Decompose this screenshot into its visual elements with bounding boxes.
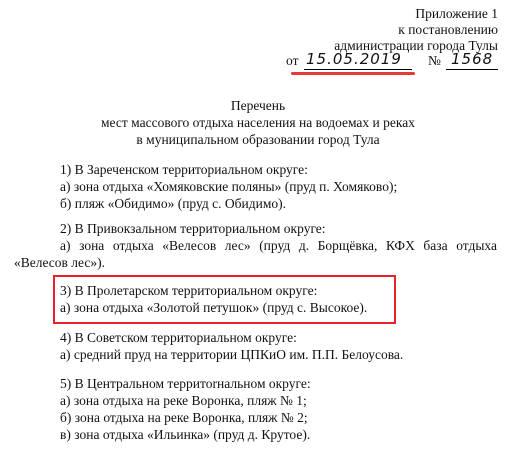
appendix-line-3: администрации города Тулы [334, 38, 498, 53]
section-2-heading: 2) В Привокзальном территориальном округе: [60, 221, 326, 236]
section-5-item-a: а) зона отдыха на реке Воронка, пляж № 1; [60, 393, 307, 408]
date-red-underline [291, 72, 415, 75]
section-2-item-a-cont: «Велесов лес»). [14, 255, 105, 270]
title-line-2: мест массового отдыха населения на водоемах и реках [101, 115, 415, 130]
section-1-item-b: б) пляж «Обидимо» (пруд с. Обидимо). [60, 196, 286, 211]
from-label: от [286, 53, 299, 68]
section-5-item-c: в) зона отдыха «Ильинка» (пруд д. Крутое). [60, 427, 311, 442]
date-underline [304, 69, 412, 70]
section-3-heading: 3) В Пролетарском территориальном округе: [60, 283, 318, 298]
number-label: № [428, 53, 441, 68]
title-line-3: в муниципальном образовании город Тула [136, 132, 380, 147]
section-1-heading: 1) В Зареченском территориальном округе: [60, 162, 308, 177]
section-2-item-a: а) зона отдыха «Велесов лес» (пруд д. Борщёвка, КФХ база отдыха [60, 238, 497, 253]
section-4-item-a: а) средний пруд на территории ЦПКиО им. П.П. Белоусова. [60, 347, 404, 362]
section-1-item-a: а) зона отдыха «Хомяковские поляны» (пруд п. Хомяково); [60, 179, 398, 194]
number-underline [446, 69, 498, 70]
section-3-item-a: а) зона отдыха «Золотой петушок» (пруд с. Высокое). [60, 300, 368, 315]
appendix-line-2: к постановлению [398, 22, 498, 37]
section-5-heading: 5) В Центральном территоrнальном округе: [60, 376, 311, 391]
section-5-item-b: б) зона отдыха на реке Воронка, пляж № 2; [60, 410, 308, 425]
appendix-line-1: Приложение 1 [415, 6, 498, 21]
section-4-heading: 4) В Советском территориальном округе: [60, 330, 297, 345]
title-line-1: Перечень [230, 98, 286, 113]
document-number: 1568 [451, 50, 494, 68]
document-date: 15.05.2019 [306, 50, 402, 68]
